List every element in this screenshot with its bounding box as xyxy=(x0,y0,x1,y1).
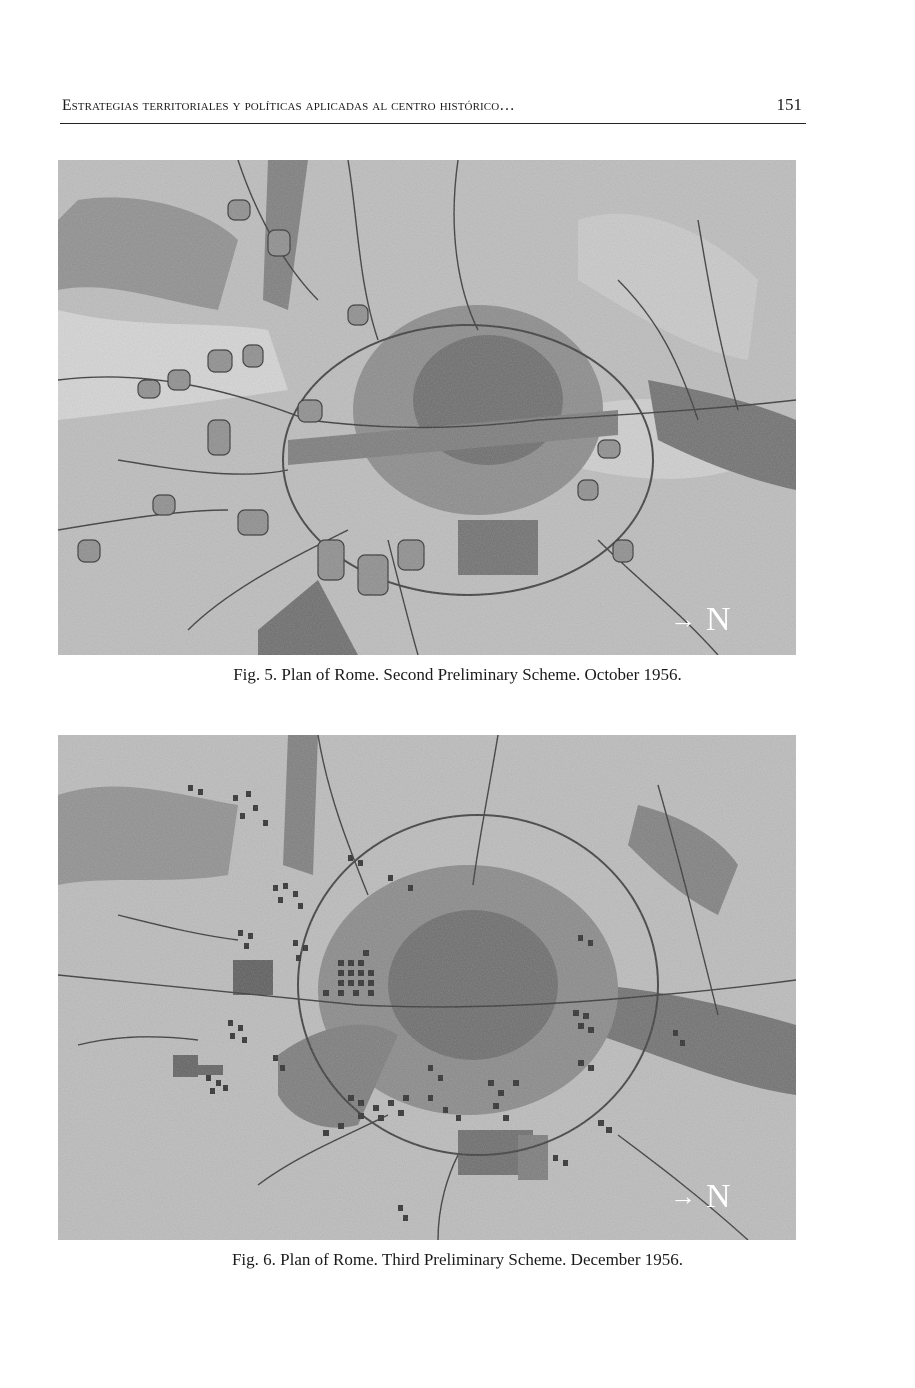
figure-6-map xyxy=(58,735,796,1240)
running-head-title: Estrategias territoriales y políticas aplicadas al centro histórico… xyxy=(62,97,515,114)
map-plan-rome-third-scheme xyxy=(58,735,796,1240)
north-arrow-icon: → xyxy=(670,605,696,634)
north-label: N xyxy=(706,601,731,638)
map-plan-rome-second-scheme xyxy=(58,160,796,655)
north-label: N xyxy=(706,1178,731,1215)
running-head xyxy=(60,95,806,124)
figure-5-caption: Fig. 5. Plan of Rome. Second Preliminary Scheme. October 1956. xyxy=(233,665,682,684)
page-number: 151 xyxy=(776,95,802,114)
figure-5-map xyxy=(58,160,796,655)
figure-6-caption: Fig. 6. Plan of Rome. Third Preliminary Scheme. December 1956. xyxy=(231,1250,684,1269)
north-arrow-icon: → xyxy=(670,1182,696,1211)
